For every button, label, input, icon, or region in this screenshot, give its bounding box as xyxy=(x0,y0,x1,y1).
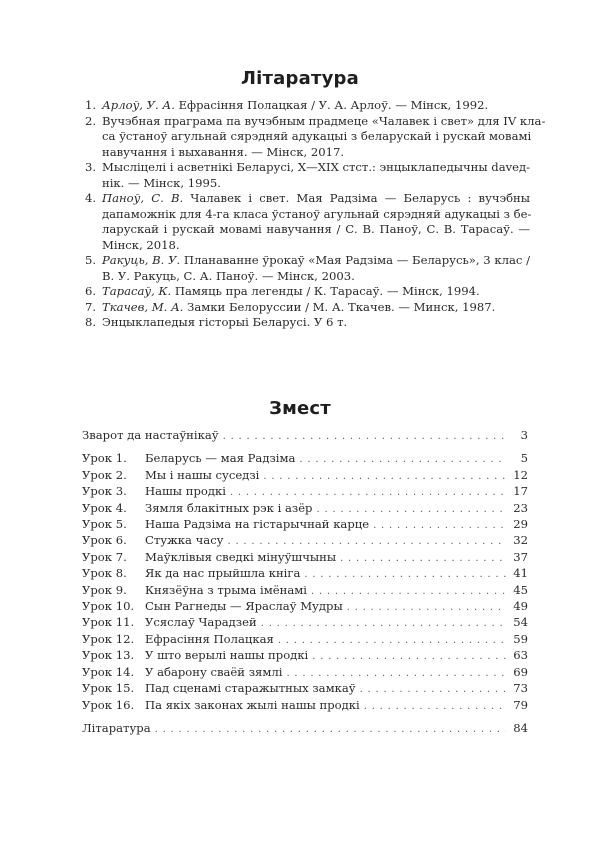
entry-text: нік. — Мінск, 1995. xyxy=(102,175,221,190)
toc-entry-lesson[interactable] xyxy=(82,468,528,484)
entry-number: 6. xyxy=(84,284,96,298)
dot-leader xyxy=(223,429,506,444)
lesson-title: Стужка часу xyxy=(145,533,224,548)
toc-entry-label xyxy=(82,451,295,466)
entry-line xyxy=(102,300,530,316)
toc-entry-label: Зварот да настаўнікаў xyxy=(82,428,219,442)
toc-entry-lesson[interactable] xyxy=(82,484,528,500)
lesson-title: Пад сценамі старажытных замкаў xyxy=(145,681,356,696)
toc-entry-label xyxy=(82,681,356,696)
entry-text: Мысліцелі і асветнікі Беларусі, X—XIX стст.: энцыклапедычны davед- xyxy=(102,160,531,174)
entry-line xyxy=(102,98,530,114)
entry-author: Ракуць, В. У. xyxy=(102,253,181,267)
bibliography-entry xyxy=(82,300,530,316)
dot-leader xyxy=(364,699,506,714)
lesson-title: Па якіх законах жылі нашы продкі xyxy=(145,697,360,712)
lesson-number: Урок 7. xyxy=(82,549,127,564)
toc-page-number: 63 xyxy=(513,648,528,663)
bibliography-list xyxy=(82,98,546,331)
entry-text: Чалавек і свет. Мая Радзіма — Беларусь : вучэбны xyxy=(190,191,530,205)
dot-leader xyxy=(316,502,506,517)
dot-leader xyxy=(312,649,506,664)
entry-line xyxy=(102,191,530,207)
dot-leader xyxy=(286,666,506,681)
bibliography-entry xyxy=(82,315,530,331)
toc-entry-label xyxy=(82,599,343,614)
entry-number: 3. xyxy=(84,160,96,174)
contents-heading: Змест xyxy=(269,398,331,419)
lesson-number: Урок 15. xyxy=(82,681,135,696)
lesson-number: Урок 3. xyxy=(82,484,127,499)
dot-leader xyxy=(278,633,506,648)
bibliography-entry xyxy=(82,191,530,253)
dot-leader xyxy=(263,469,506,484)
toc-entry-lesson[interactable] xyxy=(82,517,528,533)
entry-line xyxy=(102,284,530,300)
toc-entry-lesson[interactable] xyxy=(82,550,528,566)
lesson-number: Урок 1. xyxy=(82,451,127,466)
toc-entry-lesson[interactable] xyxy=(82,632,528,648)
toc-entry-label xyxy=(82,501,312,516)
entry-number: 1. xyxy=(84,98,96,112)
entry-number: 8. xyxy=(84,315,96,329)
toc-page-number: 45 xyxy=(513,582,528,597)
dot-leader xyxy=(230,485,506,500)
dot-leader xyxy=(228,534,506,549)
lesson-number: Урок 13. xyxy=(82,648,135,663)
toc-page-number: 29 xyxy=(513,517,528,532)
lesson-title: Сын Рагнеды — Яраслаў Мудры xyxy=(145,599,343,614)
toc-page-number: 32 xyxy=(513,533,528,548)
bibliography-entry xyxy=(82,253,530,284)
toc-page-number: 84 xyxy=(513,720,528,735)
entry-author: Ткачев, М. А. xyxy=(102,299,184,314)
lesson-number: Урок 14. xyxy=(82,664,135,679)
toc-entry-label xyxy=(82,566,300,581)
entry-line xyxy=(102,269,530,285)
toc-page-number: 3 xyxy=(520,428,528,442)
toc-entry-label xyxy=(82,632,274,647)
entry-line xyxy=(102,113,546,130)
entry-text: Ефрасіння Полацкая / У. А. Арлоў. — Мінск, 1992. xyxy=(178,98,489,112)
toc-page-number: 69 xyxy=(513,664,528,679)
toc-entry-label xyxy=(82,468,259,483)
toc-entry-lesson[interactable] xyxy=(82,681,528,697)
toc-entry-lesson[interactable] xyxy=(82,501,528,517)
lesson-title: Князёўна з трыма імёнамі xyxy=(145,582,307,597)
lesson-number: Урок 5. xyxy=(82,517,127,532)
dot-leader xyxy=(304,567,506,582)
toc-entry-lesson[interactable] xyxy=(82,533,528,549)
entry-text: навучання і выхавання. — Мінск, 2017. xyxy=(102,144,345,159)
dot-leader xyxy=(311,584,506,599)
entry-text: Замки Белоруссии / М. А. Ткачев. — Минск, 1987. xyxy=(187,299,496,314)
toc-entry-lesson[interactable] xyxy=(82,566,528,582)
toc-entry-lesson[interactable] xyxy=(82,698,528,714)
lesson-number: Урок 6. xyxy=(82,533,127,548)
lesson-title: Нашы продкі xyxy=(145,484,226,499)
lesson-title: Беларусь — мая Радзіма xyxy=(145,451,296,466)
lesson-title: У абарону сваёй зямлі xyxy=(145,664,283,679)
entry-text: Энцыклапедыя гісторыі Беларусі. У 6 т. xyxy=(102,315,348,329)
entry-number: 2. xyxy=(84,113,96,128)
entry-author: Арлоў, У. А. xyxy=(102,98,175,112)
entry-line xyxy=(102,145,530,161)
toc-page-number: 59 xyxy=(513,631,528,646)
bibliography-entry xyxy=(82,113,546,161)
entry-text: Памяць пра легенды / К. Тарасаў. — Мінск, 1994. xyxy=(174,284,480,298)
lesson-number: Урок 16. xyxy=(82,697,135,712)
entry-line xyxy=(102,315,530,331)
toc-entry-literature[interactable] xyxy=(82,721,528,737)
toc-entry-label xyxy=(82,484,226,499)
entry-number: 7. xyxy=(84,299,96,314)
toc-entry-label xyxy=(82,698,360,713)
entry-text: В. У. Ракуць, С. А. Паноў. — Мінск, 2003. xyxy=(102,268,355,283)
bibliography-entry xyxy=(82,98,530,114)
entry-line xyxy=(102,238,530,254)
lesson-number: Урок 9. xyxy=(82,582,127,597)
table-of-contents xyxy=(82,428,528,737)
lesson-number: Урок 10. xyxy=(82,599,135,614)
entry-line xyxy=(102,176,530,192)
bibliography-entry xyxy=(82,284,530,300)
toc-page-number: 37 xyxy=(513,549,528,564)
toc-page-number: 23 xyxy=(513,500,528,515)
entry-line xyxy=(102,207,530,223)
lesson-title: Мы і нашы суседзі xyxy=(145,467,260,482)
toc-page-number: 12 xyxy=(513,467,528,482)
dot-leader xyxy=(299,452,506,467)
lesson-title: Ефрасіння Полацкая xyxy=(145,631,274,646)
lesson-title: Маўклівыя сведкі мінуўшчыны xyxy=(145,549,337,564)
toc-page-number: 79 xyxy=(513,697,528,712)
entry-text: Вучэбная праграма па вучэбным прадмеце «Чалавек і свет» для IV кла- xyxy=(102,113,546,128)
lesson-title: Як да нас прыйшла кніга xyxy=(145,566,301,581)
dot-leader xyxy=(261,616,506,631)
lesson-title: Наша Радзіма на гістарычнай карце xyxy=(145,517,370,532)
toc-entry-lesson[interactable] xyxy=(82,665,528,681)
dot-leader xyxy=(360,682,506,697)
toc-page-number: 54 xyxy=(513,615,528,630)
toc-entry-label xyxy=(82,533,224,548)
toc-entry-intro[interactable] xyxy=(82,428,528,444)
entry-text: ларускай і рускай мовамі навучання / С. В. Паноў, С. В. Тарасаў. — xyxy=(102,222,530,236)
toc-entry-label xyxy=(82,517,369,532)
lesson-title: Зямля блакітных рэк і азёр xyxy=(145,500,313,515)
entry-text: Мінск, 2018. xyxy=(102,237,180,252)
bibliography-entry xyxy=(82,160,530,191)
entry-number: 4. xyxy=(84,191,96,205)
toc-page-number: 49 xyxy=(513,599,528,614)
entry-line xyxy=(102,160,530,176)
lesson-number: Урок 11. xyxy=(82,615,135,630)
literature-heading: Літаратура xyxy=(241,68,359,89)
toc-entry-lesson[interactable] xyxy=(82,648,528,664)
toc-page-number: 73 xyxy=(513,681,528,696)
toc-entry-label xyxy=(82,665,282,680)
lesson-title: У што верылі нашы продкі xyxy=(145,648,309,663)
toc-entry-lesson[interactable] xyxy=(82,451,528,467)
entry-line xyxy=(102,253,530,269)
toc-entry-label: Літаратура xyxy=(82,720,151,735)
toc-entry-lesson[interactable] xyxy=(82,615,528,631)
lesson-number: Урок 12. xyxy=(82,631,135,646)
entry-text: Планаванне ўрокаў «Мая Радзіма — Беларусь», 3 клас / xyxy=(183,253,530,267)
toc-page-number: 17 xyxy=(513,484,528,499)
toc-page-number: 5 xyxy=(520,451,528,466)
lesson-number: Урок 8. xyxy=(82,566,127,581)
lesson-title: Усяслаў Чарадзей xyxy=(145,615,257,630)
entry-line xyxy=(102,222,530,238)
entry-author: Тарасаў, К. xyxy=(102,284,172,298)
entry-text: са ўстаноў агульнай сярэдняй адукацыі з беларускай і рускай мовамі xyxy=(102,129,532,143)
entry-number: 5. xyxy=(84,253,96,267)
toc-entry-label xyxy=(82,583,307,598)
entry-author: Паноў, С. В. xyxy=(102,191,184,205)
toc-entry-label xyxy=(82,648,308,663)
toc-entry-label xyxy=(82,550,336,565)
dot-leader xyxy=(340,551,506,566)
dot-leader xyxy=(373,518,506,533)
toc-entry-label xyxy=(82,615,257,630)
toc-entry-lesson[interactable] xyxy=(82,583,528,599)
toc-page-number: 41 xyxy=(513,566,528,581)
entry-text: дапаможнік для 4-га класа ўстаноў агульнай сярэдняй адукацыі з бе- xyxy=(102,206,532,221)
lesson-number: Урок 4. xyxy=(82,500,127,515)
dot-leader xyxy=(347,600,506,615)
toc-entry-lesson[interactable] xyxy=(82,599,528,615)
entry-line xyxy=(102,129,530,145)
dot-leader xyxy=(155,722,506,737)
lesson-number: Урок 2. xyxy=(82,467,127,482)
